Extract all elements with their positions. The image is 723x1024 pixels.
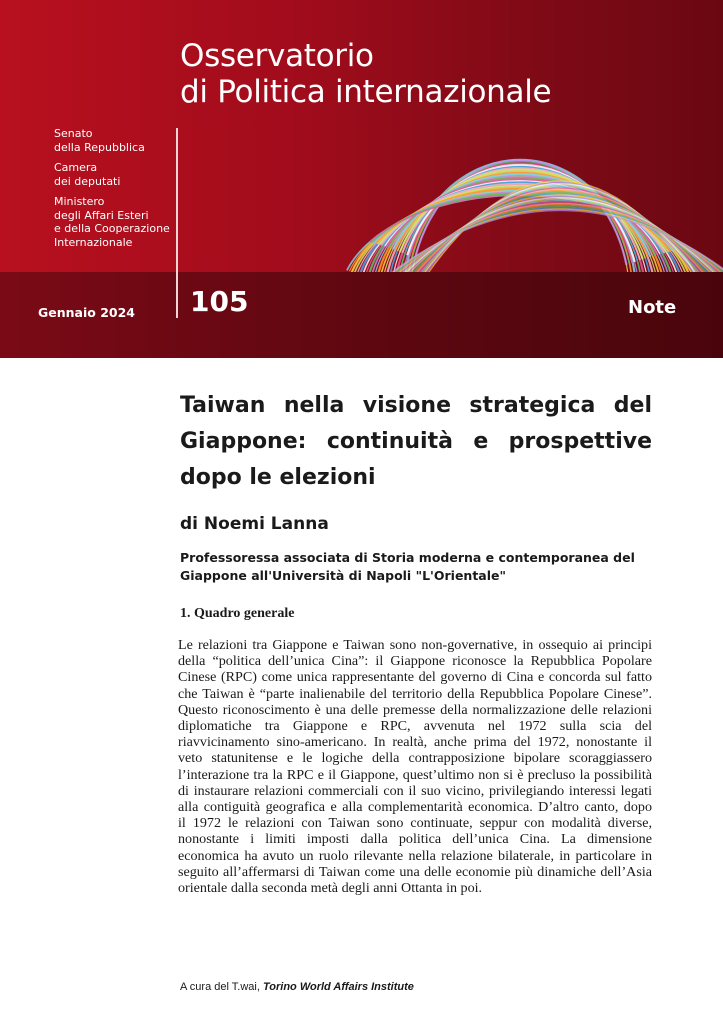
institutions-list <box>54 127 170 256</box>
body-line: diplomatiche tra Giappone e RPC, avvenuta nel 1972 sulla scia del <box>178 718 652 735</box>
article-title <box>180 388 652 496</box>
article-author: di Noemi Lanna <box>180 514 329 534</box>
body-line: il 1972 le relazioni con Taiwan sono continuate, seppur con modalità diverse, <box>178 815 652 832</box>
body-line: che Taiwan è “parte inalienabile del territorio della Repubblica Popolare Cinese”. <box>178 685 652 702</box>
body-line: della “politica dell’unica Cina”: il Giappone riconosce la Repubblica Popolare <box>178 653 652 670</box>
body-paragraph <box>178 637 652 896</box>
footer-credit <box>180 981 414 993</box>
body-line: alla contiguità geografica e alla complementarità economica. D’altro canto, dopo <box>178 799 652 816</box>
article-title-line-1: Taiwan nella visione strategica del <box>180 393 652 418</box>
body-line: l’interazione tra la RPC e il Giappone, quest’ultimo non si è precluso la possibilità <box>178 766 652 783</box>
body-line: nonostante i limiti imposti dalla politica dell’unica Cina. La dimensione <box>178 831 652 848</box>
issue-number: 105 <box>190 285 249 318</box>
issue-date: Gennaio 2024 <box>38 305 135 320</box>
body-line: seguito all’affermarsi di Taiwan come una delle economie più dinamiche dell’Asia <box>178 863 652 880</box>
body-line: Le relazioni tra Giappone e Taiwan sono non-governative, in ossequio ai principi <box>178 637 652 653</box>
publication-title-line-2: di Politica internazionale <box>180 74 552 110</box>
affiliation-line-1: Professoressa associata di Storia moderna e contemporanea del <box>180 550 635 565</box>
article-title-line-3: dopo le elezioni <box>180 465 376 490</box>
body-line: orientale dalla seconda metà degli anni Ottanta in poi. <box>178 880 483 897</box>
publication-title-line-1: Osservatorio <box>180 38 374 74</box>
footer-organization: Torino World Affairs Institute <box>262 981 414 993</box>
body-line: di instaurare relazioni commerciali con il suo vicino, privilegiando interessi legati <box>178 782 652 799</box>
cover-header <box>0 0 723 358</box>
article-title-line-2: Giappone: continuità e prospettive <box>180 429 652 454</box>
body-line: economica ha avuto un ruolo rilevante nella relazione bilaterale, in particolare in <box>178 847 652 864</box>
body-line: riavvicinamento sino-americano. In realtà, anche prima del 1972, nonostante il <box>178 734 652 751</box>
institution-senato: Senato della Repubblica <box>54 127 145 154</box>
footer-prefix: A cura del T.wai, <box>180 981 263 993</box>
header-divider <box>176 128 178 318</box>
publication-title <box>180 38 551 110</box>
body-line: Questo riconoscimento è una delle premesse della normalizzazione delle relazioni <box>178 701 652 718</box>
affiliation-line-2: Giappone all'Università di Napoli "L'Orientale" <box>180 568 507 583</box>
institution-ministero: Ministero degli Affari Esteri e della Cooperazione Internazionale <box>54 195 170 249</box>
body-line: Cinese (RPC) come unica rappresentante del governo di Cina e concorda sul fatto <box>178 669 652 686</box>
series-label: Note <box>628 297 677 318</box>
body-line: veto statunitense e le logiche della contrapposizione bipolare scoraggiassero <box>178 750 652 767</box>
section-heading: 1. Quadro generale <box>180 606 295 621</box>
institution-camera: Camera dei deputati <box>54 161 121 188</box>
author-affiliation <box>180 549 652 585</box>
